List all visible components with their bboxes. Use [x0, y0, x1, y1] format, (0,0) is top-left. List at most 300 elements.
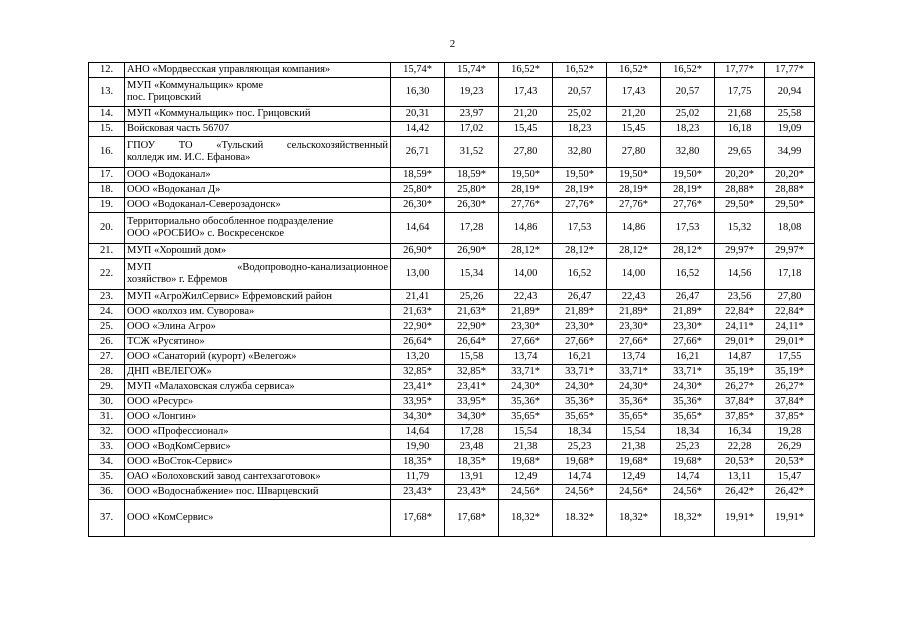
- tariff-value: 17,75: [715, 78, 765, 107]
- tariff-value: 28,88*: [765, 183, 815, 198]
- row-number: 37.: [89, 500, 125, 537]
- row-number: 16.: [89, 137, 125, 168]
- tariff-value: 14,56: [715, 259, 765, 290]
- tariff-value: 24,11*: [715, 320, 765, 335]
- tariff-value: 17,28: [445, 425, 499, 440]
- organization-name-line: МУП «Хороший дом»: [127, 245, 227, 256]
- table-row: [89, 198, 815, 213]
- tariff-value: 16,52*: [607, 63, 661, 78]
- organization-name: [125, 470, 391, 485]
- tariff-value: 26,64*: [391, 335, 445, 350]
- tariff-value: 22,90*: [391, 320, 445, 335]
- tariff-value: 19,09: [765, 122, 815, 137]
- organization-name: [125, 107, 391, 122]
- tariff-value: 32,80: [553, 137, 607, 168]
- tariff-value: 22,28: [715, 440, 765, 455]
- tariff-value: 27,66*: [607, 335, 661, 350]
- tariff-value: 14,64: [391, 213, 445, 244]
- tariff-value: 14,87: [715, 350, 765, 365]
- row-number: 32.: [89, 425, 125, 440]
- tariff-value: 23,30*: [499, 320, 553, 335]
- organization-name-line: ДНП «ВЕЛЕГОЖ»: [127, 366, 212, 377]
- organization-name: [125, 335, 391, 350]
- tariff-value: 23,41*: [391, 380, 445, 395]
- tariff-value: 24,30*: [607, 380, 661, 395]
- tariff-value: 28,19*: [553, 183, 607, 198]
- tariff-value: 21,20: [607, 107, 661, 122]
- organization-name: [125, 365, 391, 380]
- tariff-value: 20,57: [661, 78, 715, 107]
- tariff-value: 17,18: [765, 259, 815, 290]
- tariff-value: 35,19*: [715, 365, 765, 380]
- row-number: 30.: [89, 395, 125, 410]
- organization-name: [125, 440, 391, 455]
- tariff-value: 24,56*: [499, 485, 553, 500]
- tariff-value: 26,47: [661, 290, 715, 305]
- tariff-value: 17,77*: [715, 63, 765, 78]
- organization-name-line: ООО «Ресурс»: [127, 396, 194, 407]
- organization-name-line: ООО «Водоканал»: [127, 169, 211, 180]
- organization-name: [125, 183, 391, 198]
- organization-name-line: Территориально обособленное подразделение: [127, 216, 334, 227]
- table-row: [89, 259, 815, 290]
- tariff-value: 32,80: [661, 137, 715, 168]
- tariff-value: 35,65*: [553, 410, 607, 425]
- tariff-value: 24,30*: [661, 380, 715, 395]
- tariff-value: 20,57: [553, 78, 607, 107]
- tariff-value: 33,71*: [661, 365, 715, 380]
- tariff-value: 19,68*: [553, 455, 607, 470]
- row-number: 27.: [89, 350, 125, 365]
- tariff-value: 19,91*: [765, 500, 815, 537]
- row-number: 13.: [89, 78, 125, 107]
- row-number: 21.: [89, 244, 125, 259]
- table-row: [89, 290, 815, 305]
- tariff-value: 21,38: [499, 440, 553, 455]
- tariff-value: 27,76*: [553, 198, 607, 213]
- tariff-value: 35,36*: [607, 395, 661, 410]
- tariff-value: 21,38: [607, 440, 661, 455]
- table-row: [89, 137, 815, 168]
- tariff-value: 12,49: [499, 470, 553, 485]
- tariff-value: 26,42*: [715, 485, 765, 500]
- tariff-value: 14,86: [499, 213, 553, 244]
- tariff-value: 34,99: [765, 137, 815, 168]
- table-row: [89, 395, 815, 410]
- tariff-value: 28,12*: [499, 244, 553, 259]
- tariff-value: 16,52*: [499, 63, 553, 78]
- tariff-value: 19,90: [391, 440, 445, 455]
- tariff-value: 15,47: [765, 470, 815, 485]
- organization-name: [125, 259, 391, 290]
- tariff-value: 18,23: [553, 122, 607, 137]
- tariff-value: 28,88*: [715, 183, 765, 198]
- tariff-value: 17,68*: [445, 500, 499, 537]
- page-number: 2: [449, 38, 456, 50]
- tariff-value: 27,76*: [661, 198, 715, 213]
- row-number: 34.: [89, 455, 125, 470]
- tariff-value: 32,85*: [391, 365, 445, 380]
- tariff-value: 33,71*: [553, 365, 607, 380]
- table-row: [89, 470, 815, 485]
- tariff-value: 15,54: [607, 425, 661, 440]
- tariff-value: 17,43: [607, 78, 661, 107]
- organization-name: [125, 500, 391, 537]
- tariff-value: 26,27*: [715, 380, 765, 395]
- organization-name-line: ООО «Профессионал»: [127, 426, 229, 437]
- tariff-value: 21,68: [715, 107, 765, 122]
- tariff-value: 14,74: [661, 470, 715, 485]
- organization-name: [125, 122, 391, 137]
- tariff-value: 28,12*: [661, 244, 715, 259]
- tariff-value: 25,80*: [445, 183, 499, 198]
- tariff-value: 15,32: [715, 213, 765, 244]
- tariff-value: 22,43: [499, 290, 553, 305]
- row-number: 28.: [89, 365, 125, 380]
- table-row: [89, 485, 815, 500]
- organization-name-line: ООО «Лонгин»: [127, 411, 197, 422]
- tariff-value: 28,19*: [499, 183, 553, 198]
- tariff-value: 28,12*: [553, 244, 607, 259]
- tariff-value: 13,74: [607, 350, 661, 365]
- table-row: [89, 410, 815, 425]
- tariff-value: 18,59*: [445, 168, 499, 183]
- tariff-value: 24,56*: [607, 485, 661, 500]
- row-number: 24.: [89, 305, 125, 320]
- table-row: [89, 425, 815, 440]
- table-row: [89, 350, 815, 365]
- organization-name-line: АНО «Мордвесская управляющая компания»: [127, 64, 331, 75]
- tariff-value: 19,23: [445, 78, 499, 107]
- row-number: 36.: [89, 485, 125, 500]
- tariff-value: 17,02: [445, 122, 499, 137]
- tariff-value: 24,30*: [553, 380, 607, 395]
- tariff-value: 29,97*: [715, 244, 765, 259]
- tariff-value: 21,41: [391, 290, 445, 305]
- organization-name-line: Войсковая часть 56707: [127, 123, 230, 134]
- table-row: [89, 455, 815, 470]
- tariff-value: 22,84*: [765, 305, 815, 320]
- tariff-value: 37,85*: [765, 410, 815, 425]
- tariff-value: 22,90*: [445, 320, 499, 335]
- tariff-value: 15,45: [499, 122, 553, 137]
- organization-name-line: МУП «Коммунальщик» кроме: [127, 80, 264, 91]
- organization-name: [125, 168, 391, 183]
- tariff-value: 18,34: [553, 425, 607, 440]
- tariff-value: 33,71*: [607, 365, 661, 380]
- row-number: 29.: [89, 380, 125, 395]
- tariff-value: 25,58: [765, 107, 815, 122]
- table-row: [89, 305, 815, 320]
- organization-name-line: ГПОУ ТО «Тульский сельскохозяйственный: [127, 140, 388, 151]
- tariff-value: 23,30*: [553, 320, 607, 335]
- tariff-value: 16,52*: [553, 63, 607, 78]
- tariff-value: 29,97*: [765, 244, 815, 259]
- tariff-value: 26,47: [553, 290, 607, 305]
- organization-name-line: ООО «колхоз им. Суворова»: [127, 306, 255, 317]
- organization-name: [125, 350, 391, 365]
- tariff-value: 27,66*: [553, 335, 607, 350]
- tariff-value: 15,74*: [445, 63, 499, 78]
- tariff-value: 29,01*: [715, 335, 765, 350]
- tariff-value: 26,42*: [765, 485, 815, 500]
- organization-name-line: ООО «РОСБИО» с. Воскресенское: [127, 228, 285, 239]
- organization-name-line: ТСЖ «Русятино»: [127, 336, 205, 347]
- tariff-value: 24,56*: [553, 485, 607, 500]
- organization-name: [125, 63, 391, 78]
- tariff-value: 37,84*: [765, 395, 815, 410]
- tariff-value: 13,00: [391, 259, 445, 290]
- tariff-value: 14,00: [607, 259, 661, 290]
- tariff-value: 12,49: [607, 470, 661, 485]
- tariff-value: 23,41*: [445, 380, 499, 395]
- tariff-value: 28,12*: [607, 244, 661, 259]
- tariff-value: 21,63*: [391, 305, 445, 320]
- organization-name-line: колледж им. И.С. Ефанова»: [127, 152, 251, 163]
- table-row: [89, 63, 815, 78]
- tariff-value: 18,32*: [661, 500, 715, 537]
- tariff-value: 27,66*: [661, 335, 715, 350]
- organization-name-line: ООО «ВодКомСервис»: [127, 441, 231, 452]
- organization-name: [125, 485, 391, 500]
- tariff-value: 14,64: [391, 425, 445, 440]
- tariff-value: 15,34: [445, 259, 499, 290]
- tariff-value: 33,95*: [445, 395, 499, 410]
- row-number: 33.: [89, 440, 125, 455]
- table-row: [89, 213, 815, 244]
- tariff-value: 23,97: [445, 107, 499, 122]
- tariff-value: 17,53: [553, 213, 607, 244]
- tariff-value: 34,30*: [391, 410, 445, 425]
- tariff-value: 16,18: [715, 122, 765, 137]
- tariff-value: 29,50*: [765, 198, 815, 213]
- tariff-value: 27,80: [765, 290, 815, 305]
- tariff-value: 15,74*: [391, 63, 445, 78]
- tariff-value: 18,34: [661, 425, 715, 440]
- row-number: 23.: [89, 290, 125, 305]
- tariff-value: 23,30*: [607, 320, 661, 335]
- tariff-value: 19,28: [765, 425, 815, 440]
- tariff-value: 25,80*: [391, 183, 445, 198]
- tariff-value: 18.32*: [553, 500, 607, 537]
- tariff-value: 27,76*: [607, 198, 661, 213]
- row-number: 25.: [89, 320, 125, 335]
- organization-name: [125, 305, 391, 320]
- row-number: 20.: [89, 213, 125, 244]
- tariff-value: 17,68*: [391, 500, 445, 537]
- tariff-value: 22,43: [607, 290, 661, 305]
- tariff-value: 35,65*: [661, 410, 715, 425]
- organization-name-line: МУП «Водопроводно-канализационное: [127, 262, 388, 273]
- tariff-value: 13,11: [715, 470, 765, 485]
- tariff-value: 23,56: [715, 290, 765, 305]
- organization-name-line: ООО «Элина Агро»: [127, 321, 216, 332]
- row-number: 12.: [89, 63, 125, 78]
- tariff-value: 16,21: [661, 350, 715, 365]
- table-row: [89, 122, 815, 137]
- organization-name: [125, 78, 391, 107]
- tariff-value: 23,43*: [391, 485, 445, 500]
- row-number: 14.: [89, 107, 125, 122]
- tariff-value: 32,85*: [445, 365, 499, 380]
- organization-name-line: ООО «КомСервис»: [127, 512, 214, 523]
- row-number: 15.: [89, 122, 125, 137]
- tariff-value: 25,02: [553, 107, 607, 122]
- tariff-value: 14,42: [391, 122, 445, 137]
- tariff-value: 21,63*: [445, 305, 499, 320]
- tariff-value: 19,91*: [715, 500, 765, 537]
- tariff-value: 26,90*: [391, 244, 445, 259]
- row-number: 31.: [89, 410, 125, 425]
- table-row: [89, 320, 815, 335]
- tariff-value: 13,20: [391, 350, 445, 365]
- tariff-value: 17,53: [661, 213, 715, 244]
- tariff-value: 33,95*: [391, 395, 445, 410]
- tariff-value: 17,28: [445, 213, 499, 244]
- tariff-value: 17,43: [499, 78, 553, 107]
- organization-name-line: ООО «Санаторий (курорт) «Велегож»: [127, 351, 297, 362]
- tariff-value: 16,52: [661, 259, 715, 290]
- tariff-value: 35,65*: [499, 410, 553, 425]
- tariff-value: 15,58: [445, 350, 499, 365]
- organization-name: [125, 425, 391, 440]
- tariff-value: 35,36*: [553, 395, 607, 410]
- tariff-value: 25,02: [661, 107, 715, 122]
- tariff-value: 14,74: [553, 470, 607, 485]
- tariff-value: 21,89*: [661, 305, 715, 320]
- tariff-value: 31,52: [445, 137, 499, 168]
- tariff-value: 23,30*: [661, 320, 715, 335]
- table-row: [89, 380, 815, 395]
- tariff-value: 26,30*: [445, 198, 499, 213]
- tariff-value: 17,55: [765, 350, 815, 365]
- table-row: [89, 440, 815, 455]
- tariff-value: 23,48: [445, 440, 499, 455]
- tariff-value: 25,23: [661, 440, 715, 455]
- tariff-value: 27,66*: [499, 335, 553, 350]
- tariff-value: 27,80: [499, 137, 553, 168]
- tariff-value: 21,89*: [499, 305, 553, 320]
- row-number: 26.: [89, 335, 125, 350]
- tariff-value: 11,79: [391, 470, 445, 485]
- tariff-value: 18,35*: [391, 455, 445, 470]
- organization-name-line: хозяйство» г. Ефремов: [127, 274, 228, 285]
- tariff-value: 35,65*: [607, 410, 661, 425]
- tariff-value: 35,36*: [499, 395, 553, 410]
- tariff-value: 21,89*: [553, 305, 607, 320]
- organization-name: [125, 244, 391, 259]
- table-row: [89, 168, 815, 183]
- tariff-value: 16,52: [553, 259, 607, 290]
- tariff-value: 13,74: [499, 350, 553, 365]
- organization-name-line: ОАО «Болоховский завод сантехзаготовок»: [127, 471, 321, 482]
- tariff-value: 34,30*: [445, 410, 499, 425]
- organization-name: [125, 290, 391, 305]
- organization-name-line: МУП «Малаховская служба сервиса»: [127, 381, 295, 392]
- tariff-value: 20,53*: [765, 455, 815, 470]
- tariff-value: 28,19*: [661, 183, 715, 198]
- organization-name: [125, 198, 391, 213]
- tariff-value: 35,36*: [661, 395, 715, 410]
- table-row: [89, 335, 815, 350]
- organization-name: [125, 213, 391, 244]
- tariff-value: 15,45: [607, 122, 661, 137]
- tariff-value: 37,84*: [715, 395, 765, 410]
- tariff-value: 28,19*: [607, 183, 661, 198]
- tariff-value: 19,68*: [499, 455, 553, 470]
- tariff-value: 20,20*: [765, 168, 815, 183]
- row-number: 18.: [89, 183, 125, 198]
- table-row: [89, 183, 815, 198]
- tariff-value: 24,11*: [765, 320, 815, 335]
- tariff-value: 19,50*: [661, 168, 715, 183]
- organization-name-line: ООО «Водоснабжение» пос. Шварцевский: [127, 486, 319, 497]
- tariff-value: 23,43*: [445, 485, 499, 500]
- tariff-value: 26,27*: [765, 380, 815, 395]
- table-row: [89, 500, 815, 537]
- tariff-value: 21,89*: [607, 305, 661, 320]
- tariff-value: 26,30*: [391, 198, 445, 213]
- tariff-value: 19,50*: [607, 168, 661, 183]
- organization-name-line: ООО «ВоСток-Сервис»: [127, 456, 233, 467]
- row-number: 19.: [89, 198, 125, 213]
- organization-name: [125, 395, 391, 410]
- tariff-value: 27,80: [607, 137, 661, 168]
- tariff-value: 16,21: [553, 350, 607, 365]
- table-row: [89, 107, 815, 122]
- tariff-value: 26,64*: [445, 335, 499, 350]
- tariff-value: 22,84*: [715, 305, 765, 320]
- tariff-value: 14,86: [607, 213, 661, 244]
- row-number: 22.: [89, 259, 125, 290]
- tariff-value: 18,32*: [607, 500, 661, 537]
- tariff-value: 18,35*: [445, 455, 499, 470]
- tariff-value: 16,34: [715, 425, 765, 440]
- tariff-value: 16,52*: [661, 63, 715, 78]
- tariff-value: 26,29: [765, 440, 815, 455]
- tariff-value: 26,90*: [445, 244, 499, 259]
- tariff-value: 14,00: [499, 259, 553, 290]
- row-number: 35.: [89, 470, 125, 485]
- tariff-value: 17,77*: [765, 63, 815, 78]
- tariff-value: 29,50*: [715, 198, 765, 213]
- tariff-value: 20,53*: [715, 455, 765, 470]
- organization-name-line: пос. Грицовский: [127, 92, 202, 103]
- organization-name-line: ООО «Водоканал Д»: [127, 184, 221, 195]
- tariff-value: 37,85*: [715, 410, 765, 425]
- tariff-value: 20,31: [391, 107, 445, 122]
- tariff-value: 18,32*: [499, 500, 553, 537]
- tariff-value: 13,91: [445, 470, 499, 485]
- organization-name: [125, 455, 391, 470]
- organization-name: [125, 380, 391, 395]
- tariff-value: 25,26: [445, 290, 499, 305]
- organization-name: [125, 137, 391, 168]
- organization-name: [125, 410, 391, 425]
- table-row: [89, 244, 815, 259]
- tariff-value: 18,08: [765, 213, 815, 244]
- organization-name-line: МУП «Коммунальщик» пос. Грицовский: [127, 108, 311, 119]
- row-number: 17.: [89, 168, 125, 183]
- tariff-value: 24,30*: [499, 380, 553, 395]
- tariff-value: 25,23: [553, 440, 607, 455]
- tariff-table: [88, 62, 815, 537]
- tariff-value: 15,54: [499, 425, 553, 440]
- tariff-value: 19,68*: [661, 455, 715, 470]
- tariff-value: 29,01*: [765, 335, 815, 350]
- organization-name-line: МУП «АгроЖилСервис» Ефремовский район: [127, 291, 332, 302]
- tariff-value: 18,23: [661, 122, 715, 137]
